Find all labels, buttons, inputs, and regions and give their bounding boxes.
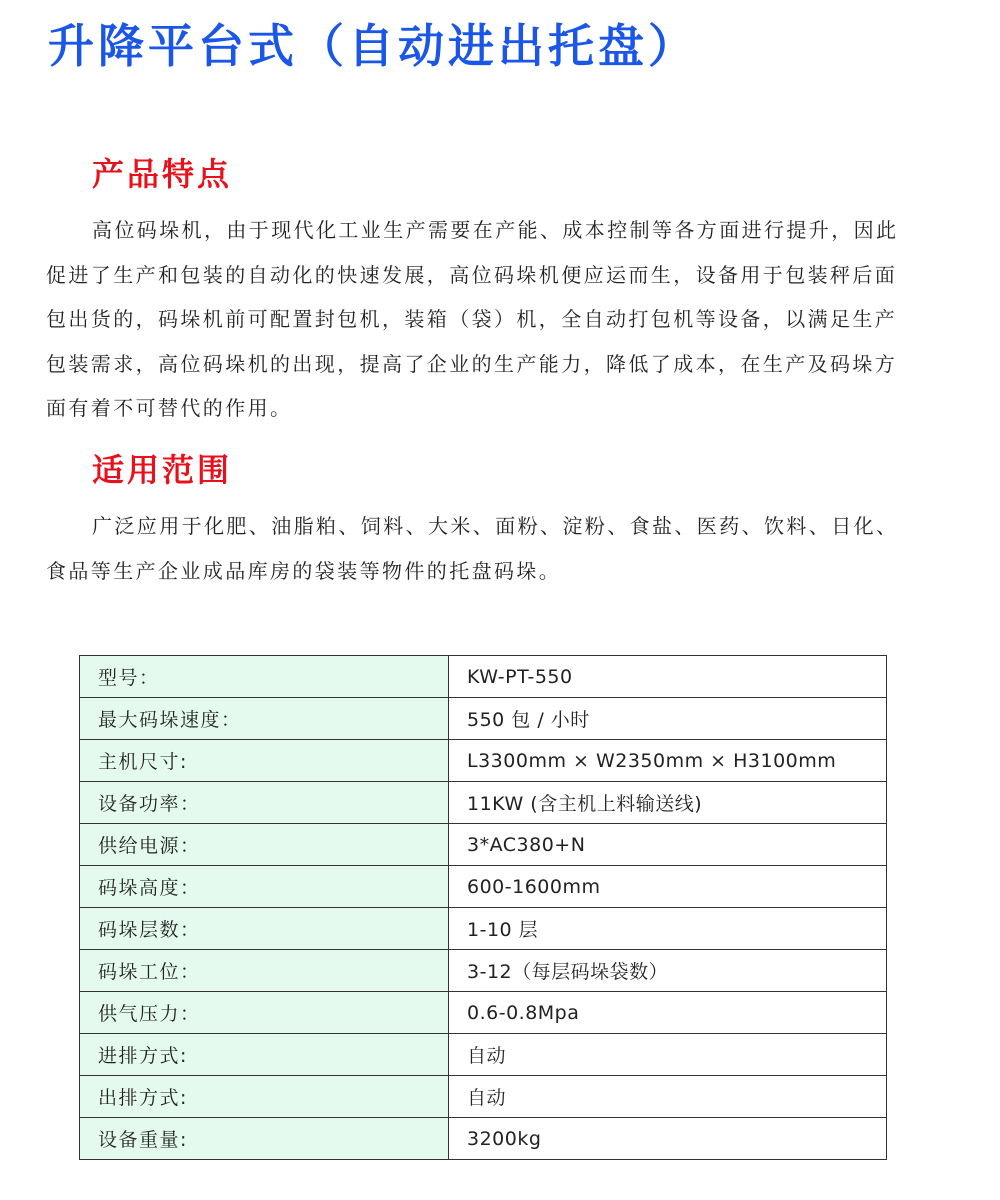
spec-value: 600-1600mm <box>449 866 887 908</box>
spec-value: 自动 <box>449 1034 887 1076</box>
spec-value: 1-10 层 <box>449 908 887 950</box>
spec-label: 进排方式: <box>80 1034 449 1076</box>
spec-label: 设备重量: <box>80 1118 449 1160</box>
spec-value: 3*AC380+N <box>449 824 887 866</box>
spec-row-max-speed <box>80 698 887 740</box>
spec-label: 码垛工位： <box>80 950 449 992</box>
spec-row-stack-height <box>80 866 887 908</box>
scope-heading: 适用范围 <box>92 451 233 489</box>
features-heading: 产品特点 <box>92 155 233 193</box>
spec-value: L3300mm × W2350mm × H3100mm <box>449 740 887 782</box>
spec-row-outfeed <box>80 1076 887 1118</box>
spec-row-weight <box>80 1118 887 1160</box>
spec-value: 自动 <box>449 1076 887 1118</box>
spec-label: 最大码垛速度： <box>80 698 449 740</box>
scope-line: 食品等生产企业成品库房的袋装等物件的托盘码垛。 <box>46 558 562 583</box>
spec-value: 3200kg <box>449 1118 887 1160</box>
scope-paragraph <box>46 504 926 593</box>
spec-table <box>79 655 887 1160</box>
page-title: 升降平台式（自动进出托盘） <box>48 19 698 73</box>
spec-value: 0.6-0.8Mpa <box>449 992 887 1034</box>
spec-row-dimensions <box>80 740 887 782</box>
spec-label: 主机尺寸: <box>80 740 449 782</box>
spec-value: 550 包 / 小时 <box>449 698 887 740</box>
spec-row-infeed <box>80 1034 887 1076</box>
features-line: 包出货的，码垛机前可配置封包机，装箱（袋）机，全自动打包机等设备，以满足生产 <box>46 307 898 331</box>
spec-label: 设备功率： <box>80 782 449 824</box>
spec-label: 出排方式: <box>80 1076 449 1118</box>
spec-row-supply <box>80 824 887 866</box>
spec-row-power <box>80 782 887 824</box>
spec-row-air-pressure <box>80 992 887 1034</box>
spec-label: 型号： <box>80 656 449 698</box>
features-line: 面有着不可替代的作用。 <box>46 396 293 420</box>
spec-value: 3-12（每层码垛袋数） <box>449 950 887 992</box>
features-line: 包装需求，高位码垛机的出现，提高了企业的生产能力，降低了成本，在生产及码垛方 <box>46 351 898 376</box>
spec-label: 码垛高度： <box>80 866 449 908</box>
spec-value: 11KW (含主机上料输送线) <box>449 782 887 824</box>
spec-label: 供气压力： <box>80 992 449 1034</box>
features-line: 促进了生产和包装的自动化的快速发展，高位码垛机便应运而生，设备用于包装秤后面 <box>46 262 898 287</box>
features-paragraph <box>46 208 926 431</box>
spec-value: KW-PT-550 <box>449 656 887 698</box>
spec-row-stack-layers <box>80 908 887 950</box>
spec-label: 码垛层数： <box>80 908 449 950</box>
spec-row-stations <box>80 950 887 992</box>
scope-line: 广泛应用于化肥、油脂粕、饲料、大米、面粉、淀粉、食盐、医药、饮料、日化、 <box>92 514 899 538</box>
spec-label: 供给电源： <box>80 824 449 866</box>
spec-row-model <box>80 656 887 698</box>
features-line: 高位码垛机，由于现代化工业生产需要在产能、成本控制等各方面进行提升，因此 <box>92 218 899 242</box>
